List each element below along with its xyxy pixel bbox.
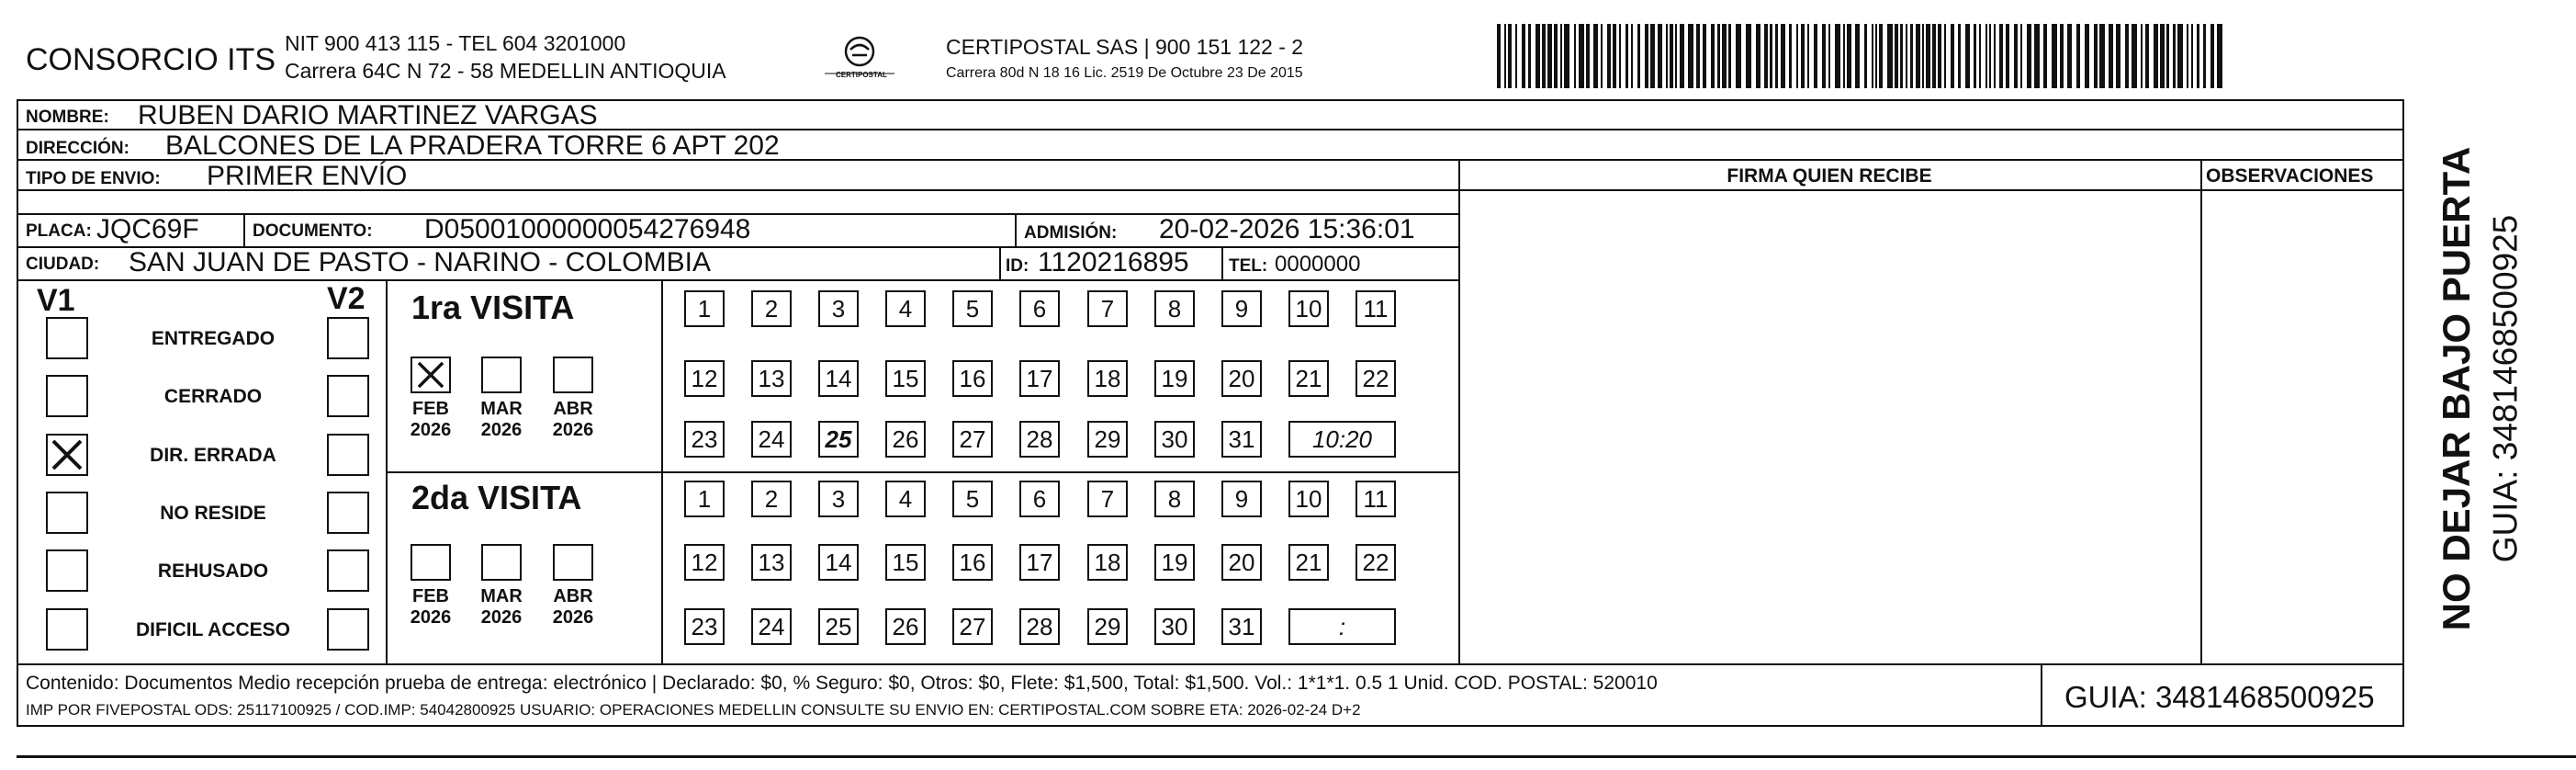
day-box[interactable]: 22 <box>1355 544 1396 581</box>
day-box[interactable]: 19 <box>1154 360 1195 397</box>
month-checkbox[interactable] <box>481 544 522 581</box>
day-box[interactable]: 29 <box>1087 608 1128 645</box>
carrier-line: CERTIPOSTAL SAS | 900 151 122 - 2 <box>946 35 1304 59</box>
month-checkbox[interactable] <box>411 544 451 581</box>
v1-label: V1 <box>37 283 75 318</box>
month-label: MAR 2026 <box>480 399 523 440</box>
day-box[interactable]: 9 <box>1221 290 1262 327</box>
day-box[interactable]: 27 <box>952 421 993 458</box>
day-box[interactable]: 23 <box>684 421 725 458</box>
day-box[interactable]: 27 <box>952 608 993 645</box>
placa-label: PLACA: <box>26 221 92 241</box>
barcode <box>1497 24 2222 88</box>
nombre-value: RUBEN DARIO MARTINEZ VARGAS <box>138 100 598 130</box>
placa-value: JQC69F <box>96 214 199 244</box>
firma-label: FIRMA QUIEN RECIBE <box>1727 165 1932 187</box>
status-option-label: REHUSADO <box>157 561 269 582</box>
month-checkbox[interactable] <box>411 357 451 393</box>
v1-checkbox[interactable] <box>46 549 88 592</box>
ciudad-label: CIUDAD: <box>26 255 100 274</box>
day-box[interactable]: 19 <box>1154 544 1195 581</box>
logo-text: CERTIPOSTAL <box>836 71 887 79</box>
first-visit-title: 1ra VISITA <box>411 289 575 326</box>
day-box[interactable]: 29 <box>1087 421 1128 458</box>
contenido-text: Contenido: Documentos Medio recepción prueba de entrega: electrónico | Declarado: $0, % Seguro: $0, Otros: $0, Flete: $1,500, Total: $1,500. Vol.: 1*1*1. 0.5 1 Unid. COD. POSTAL: 520010 <box>26 673 1658 694</box>
guia-box: GUIA: 3481468500925 <box>2064 680 2375 714</box>
v2-checkbox[interactable] <box>327 317 369 359</box>
day-box[interactable]: 15 <box>885 544 926 581</box>
day-box[interactable]: 7 <box>1087 290 1128 327</box>
day-box[interactable]: 2 <box>751 290 792 327</box>
observaciones-label: OBSERVACIONES <box>2206 165 2374 187</box>
day-box[interactable]: 2 <box>751 481 792 517</box>
v2-checkbox[interactable] <box>327 549 369 592</box>
month-label: ABR 2026 <box>552 586 594 628</box>
day-box[interactable]: 10 <box>1288 290 1329 327</box>
nombre-label: NOMBRE: <box>26 108 109 127</box>
side-guia-text: GUIA: 3481468500925 <box>2486 214 2525 563</box>
month-checkbox[interactable] <box>553 357 593 393</box>
time-box[interactable]: : <box>1288 608 1396 645</box>
tel-label: TEL: <box>1229 256 1268 276</box>
v2-checkbox[interactable] <box>327 375 369 417</box>
day-box[interactable]: 31 <box>1221 608 1262 645</box>
month-label: FEB 2026 <box>410 586 452 628</box>
day-box[interactable]: 18 <box>1087 544 1128 581</box>
status-option-label: CERRADO <box>163 386 263 407</box>
day-box[interactable]: 18 <box>1087 360 1128 397</box>
day-box[interactable]: 5 <box>952 290 993 327</box>
day-box[interactable]: 1 <box>684 481 725 517</box>
imp-text: IMP POR FIVEPOSTAL ODS: 25117100925 / COD.IMP: 54042800925 USUARIO: OPERACIONES MEDELLIN CONSULTE SU ENVIO EN: CERTIPOSTAL.COM SOBRE ETA: 2026-02-24 D+2 <box>26 701 1361 719</box>
day-box[interactable]: 14 <box>818 360 859 397</box>
day-box[interactable]: 28 <box>1019 421 1060 458</box>
direccion-value: BALCONES DE LA PRADERA TORRE 6 APT 202 <box>165 130 780 161</box>
status-option-label: DIR. ERRADA <box>150 445 276 466</box>
v2-checkbox[interactable] <box>327 608 369 651</box>
v1-checkbox[interactable] <box>46 492 88 534</box>
v1-checkbox[interactable] <box>46 608 88 651</box>
status-option-label: NO RESIDE <box>160 503 266 524</box>
day-box[interactable]: 22 <box>1355 360 1396 397</box>
day-box[interactable]: 21 <box>1288 544 1329 581</box>
day-box[interactable]: 10 <box>1288 481 1329 517</box>
day-box[interactable]: 13 <box>751 544 792 581</box>
certipostal-logo <box>816 33 904 86</box>
day-box[interactable]: 1 <box>684 290 725 327</box>
day-box[interactable]: 24 <box>751 608 792 645</box>
day-box[interactable]: 3 <box>818 481 859 517</box>
status-option-label: ENTREGADO <box>151 328 276 349</box>
company-name: CONSORCIO ITS <box>26 42 276 77</box>
admision-value: 20-02-2026 15:36:01 <box>1159 214 1415 244</box>
nit-line: NIT 900 413 115 - TEL 604 3201000 <box>285 31 626 55</box>
day-box[interactable]: 13 <box>751 360 792 397</box>
day-box[interactable]: 8 <box>1154 481 1195 517</box>
day-box[interactable]: 28 <box>1019 608 1060 645</box>
no-dejar-text: NO DEJAR BAJO PUERTA <box>2435 146 2478 631</box>
month-checkbox[interactable] <box>481 357 522 393</box>
day-box[interactable]: 12 <box>684 544 725 581</box>
day-box[interactable]: 8 <box>1154 290 1195 327</box>
day-box[interactable]: 16 <box>952 360 993 397</box>
day-box[interactable]: 31 <box>1221 421 1262 458</box>
month-label: ABR 2026 <box>552 399 594 440</box>
v1-checkbox[interactable] <box>46 434 88 476</box>
day-box[interactable]: 20 <box>1221 544 1262 581</box>
day-box[interactable]: 20 <box>1221 360 1262 397</box>
day-box[interactable]: 9 <box>1221 481 1262 517</box>
month-label: MAR 2026 <box>480 586 523 628</box>
carrier-sub: Carrera 80d N 18 16 Lic. 2519 De Octubre 23 De 2015 <box>946 65 1303 81</box>
second-visit-title: 2da VISITA <box>411 479 582 516</box>
ciudad-value: SAN JUAN DE PASTO - NARINO - COLOMBIA <box>129 247 711 277</box>
day-box[interactable]: 5 <box>952 481 993 517</box>
day-box[interactable]: 16 <box>952 544 993 581</box>
day-box[interactable]: 26 <box>885 608 926 645</box>
documento-label: DOCUMENTO: <box>253 221 373 241</box>
v2-checkbox[interactable] <box>327 492 369 534</box>
day-box[interactable]: 14 <box>818 544 859 581</box>
v2-checkbox[interactable] <box>327 434 369 476</box>
documento-value: D05001000000054276948 <box>424 214 751 244</box>
v2-label: V2 <box>327 281 366 316</box>
day-box[interactable]: 24 <box>751 421 792 458</box>
tipo-envio-value: PRIMER ENVÍO <box>207 161 408 191</box>
day-box[interactable]: 6 <box>1019 290 1060 327</box>
form-frame <box>17 99 2404 727</box>
v1-checkbox[interactable] <box>46 375 88 417</box>
day-box[interactable]: 26 <box>885 421 926 458</box>
admision-label: ADMISIÓN: <box>1024 223 1118 243</box>
address-line: Carrera 64C N 72 - 58 MEDELLIN ANTIOQUIA <box>285 59 726 83</box>
day-box[interactable]: 4 <box>885 481 926 517</box>
status-option-label: DIFICIL ACCESO <box>135 619 290 640</box>
day-box[interactable]: 17 <box>1019 360 1060 397</box>
tipo-envio-label: TIPO DE ENVIO: <box>26 169 161 188</box>
direccion-label: DIRECCIÓN: <box>26 139 129 158</box>
day-box[interactable]: 7 <box>1087 481 1128 517</box>
day-box[interactable]: 3 <box>818 290 859 327</box>
day-box[interactable]: 30 <box>1154 421 1195 458</box>
day-box[interactable]: 15 <box>885 360 926 397</box>
day-box[interactable]: 4 <box>885 290 926 327</box>
time-box[interactable]: 10:20 <box>1288 421 1396 458</box>
day-box[interactable]: 25 <box>818 608 859 645</box>
day-box[interactable]: 11 <box>1355 481 1396 517</box>
tel-value: 0000000 <box>1275 252 1361 277</box>
day-box[interactable]: 11 <box>1355 290 1396 327</box>
day-box[interactable]: 23 <box>684 608 725 645</box>
day-box[interactable]: 12 <box>684 360 725 397</box>
id-value: 1120216895 <box>1038 247 1189 277</box>
day-box[interactable]: 6 <box>1019 481 1060 517</box>
day-box[interactable]: 30 <box>1154 608 1195 645</box>
day-box[interactable]: 17 <box>1019 544 1060 581</box>
day-box[interactable]: 25 <box>818 421 859 458</box>
month-label: FEB 2026 <box>410 399 452 440</box>
day-box[interactable]: 21 <box>1288 360 1329 397</box>
month-checkbox[interactable] <box>553 544 593 581</box>
id-label: ID: <box>1006 256 1029 276</box>
v1-checkbox[interactable] <box>46 317 88 359</box>
